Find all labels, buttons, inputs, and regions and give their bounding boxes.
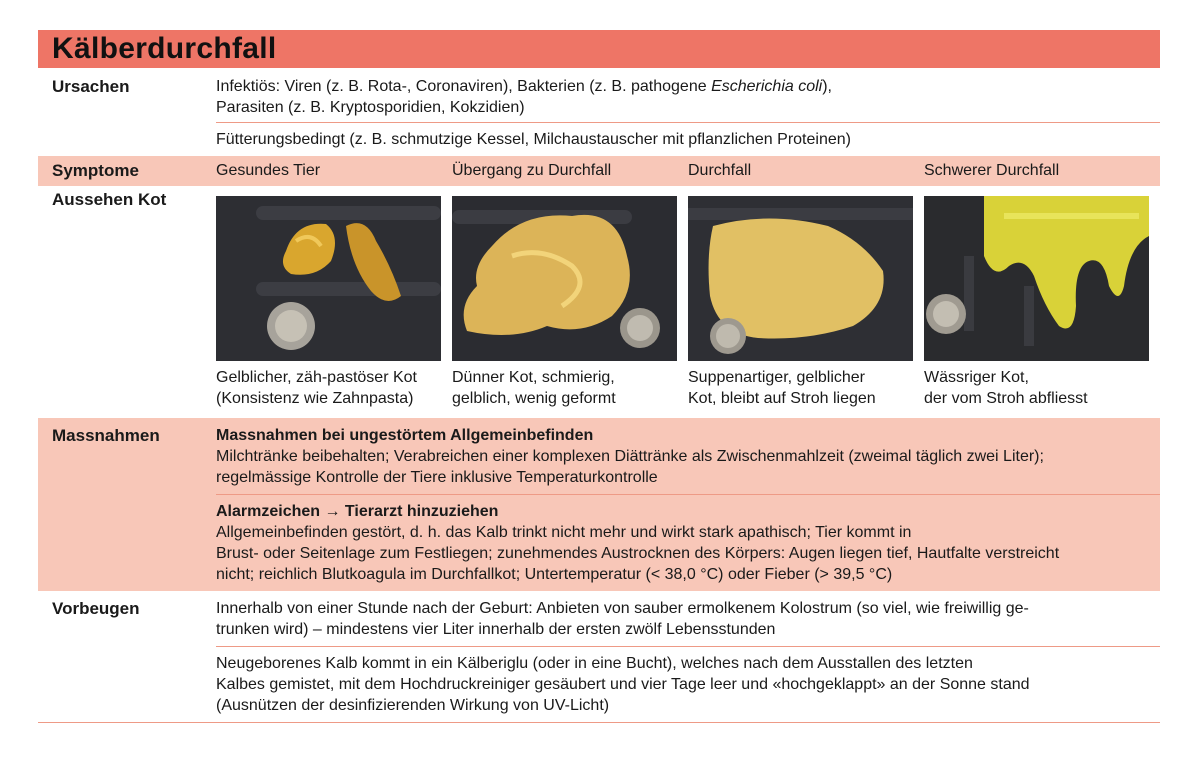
massnahmen-heading-1: Massnahmen bei ungestörtem Allgemeinbefinden (216, 427, 594, 444)
massnahmen-text-1b: regelmässige Kontrolle der Tiere inklusive Temperaturkontrolle (216, 469, 658, 486)
caption-durchfall-line2: Kot, bleibt auf Stroh liegen (688, 390, 876, 407)
caption-uebergang-line2: gelblich, wenig geformt (452, 390, 616, 407)
massnahmen-text-2a: Allgemeinbefinden gestört, d. h. das Kalb trinkt nicht mehr und wirkt stark apathisch; Tier kommt in (216, 524, 912, 541)
vorbeugen-text-1a: Innerhalb von einer Stunde nach der Geburt: Anbieten von sauber ermolkenem Kolostrum (so viel, wie freiwillig ge- (216, 600, 1029, 617)
document-title: Kälberdurchfall (38, 30, 1160, 68)
vorbeugen-row (38, 591, 1160, 722)
bottom-rule (38, 722, 1160, 723)
massnahmen-row (38, 418, 1160, 591)
massnahmen-text-2c: nicht; reichlich Blutkoagula im Durchfallkot; Untertemperatur (< 38,0 °C) oder Fieber (> 39,5 °C) (216, 566, 893, 583)
photo-card-gesund (216, 196, 452, 418)
massnahmen-label: Massnahmen (52, 426, 160, 445)
ursachen-infektioes (216, 73, 1160, 122)
symptom-uebergang: Übergang zu Durchfall (452, 162, 612, 179)
vorbeugen-text-1b: trunken wird) – mindestens vier Liter innerhalb der ersten zwölf Lebensstunden (216, 621, 776, 638)
caption-gesund-line2: (Konsistenz wie Zahnpasta) (216, 390, 414, 407)
massnahmen-heading-2: Alarmzeichen → Tierarzt hinzuziehen (216, 503, 499, 520)
vorbeugen-text-2b: Kalbes gemistet, mit dem Hochdruckreiniger gesäubert und vier Tage leer und «hochgeklappt» an der Sonne stand (216, 676, 1030, 693)
photo-uebergang (452, 196, 677, 361)
vorbeugen-content (216, 591, 1160, 722)
symptom-durchfall: Durchfall (688, 162, 752, 179)
ursachen-row (38, 73, 1160, 156)
symptome-label: Symptome (52, 161, 139, 180)
massnahmen-text-1a: Milchtränke beibehalten; Verabreichen einer komplexen Diättränke als Zwischenmahlzeit (zweimal täglich zwei Liter); (216, 448, 1044, 465)
caption-uebergang-line1: Dünner Kot, schmierig, (452, 369, 615, 386)
caption-schwer (924, 367, 1160, 409)
photo-strip (216, 196, 1160, 418)
symptom-schwer: Schwerer Durchfall (924, 162, 1060, 179)
photo-gesund (216, 196, 441, 361)
photo-card-schwer (924, 196, 1160, 418)
ursachen-content (216, 73, 1160, 156)
caption-durchfall (688, 367, 924, 409)
symptom-gesund: Gesundes Tier (216, 162, 321, 179)
photo-card-uebergang (452, 196, 688, 418)
ursachen-label: Ursachen (52, 77, 130, 96)
massnahmen-ungestoert (216, 418, 1160, 494)
massnahmen-content (216, 418, 1160, 591)
vorbeugen-kolostrum (216, 591, 1160, 646)
massnahmen-text-2b: Brust- oder Seitenlage zum Festliegen; zunehmendes Austrocknen des Körpers: Augen liegen tief, Hautfalte verstreicht (216, 545, 1060, 562)
vorbeugen-iglu (216, 646, 1160, 722)
caption-schwer-line1: Wässriger Kot, (924, 369, 1029, 386)
massnahmen-alarm (216, 494, 1160, 591)
vorbeugen-text-2c: (Ausnützen der desinfizierenden Wirkung von UV-Licht) (216, 697, 610, 714)
aussehen-row (38, 186, 1160, 418)
ursachen-line1-a: Infektiös: Viren (z. B. Rota-, Coronaviren), Bakterien (z. B. pathogene (216, 78, 712, 95)
ursachen-line1-b: ), (822, 78, 832, 95)
ursachen-fuetterung: Fütterungsbedingt (z. B. schmutzige Kessel, Milchaustauscher mit pflanzlichen Proteinen) (216, 122, 1160, 156)
document (38, 30, 1160, 723)
aussehen-label: Aussehen Kot (52, 190, 167, 209)
photo-card-durchfall (688, 196, 924, 418)
ursachen-line1-species: Escherichia coli (711, 78, 823, 95)
caption-durchfall-line1: Suppenartiger, gelblicher (688, 369, 866, 386)
photo-schwer (924, 196, 1149, 361)
vorbeugen-text-2a: Neugeborenes Kalb kommt in ein Kälberiglu (oder in eine Bucht), welches nach dem Ausstallen des letzten (216, 655, 973, 672)
caption-schwer-line2: der vom Stroh abfliesst (924, 390, 1088, 407)
photo-durchfall (688, 196, 913, 361)
vorbeugen-label: Vorbeugen (52, 599, 140, 618)
ursachen-line2: Parasiten (z. B. Kryptosporidien, Kokzidien) (216, 99, 525, 116)
caption-gesund (216, 367, 452, 409)
symptome-row (38, 156, 1160, 186)
caption-uebergang (452, 367, 688, 409)
caption-gesund-line1: Gelblicher, zäh-pastöser Kot (216, 369, 417, 386)
